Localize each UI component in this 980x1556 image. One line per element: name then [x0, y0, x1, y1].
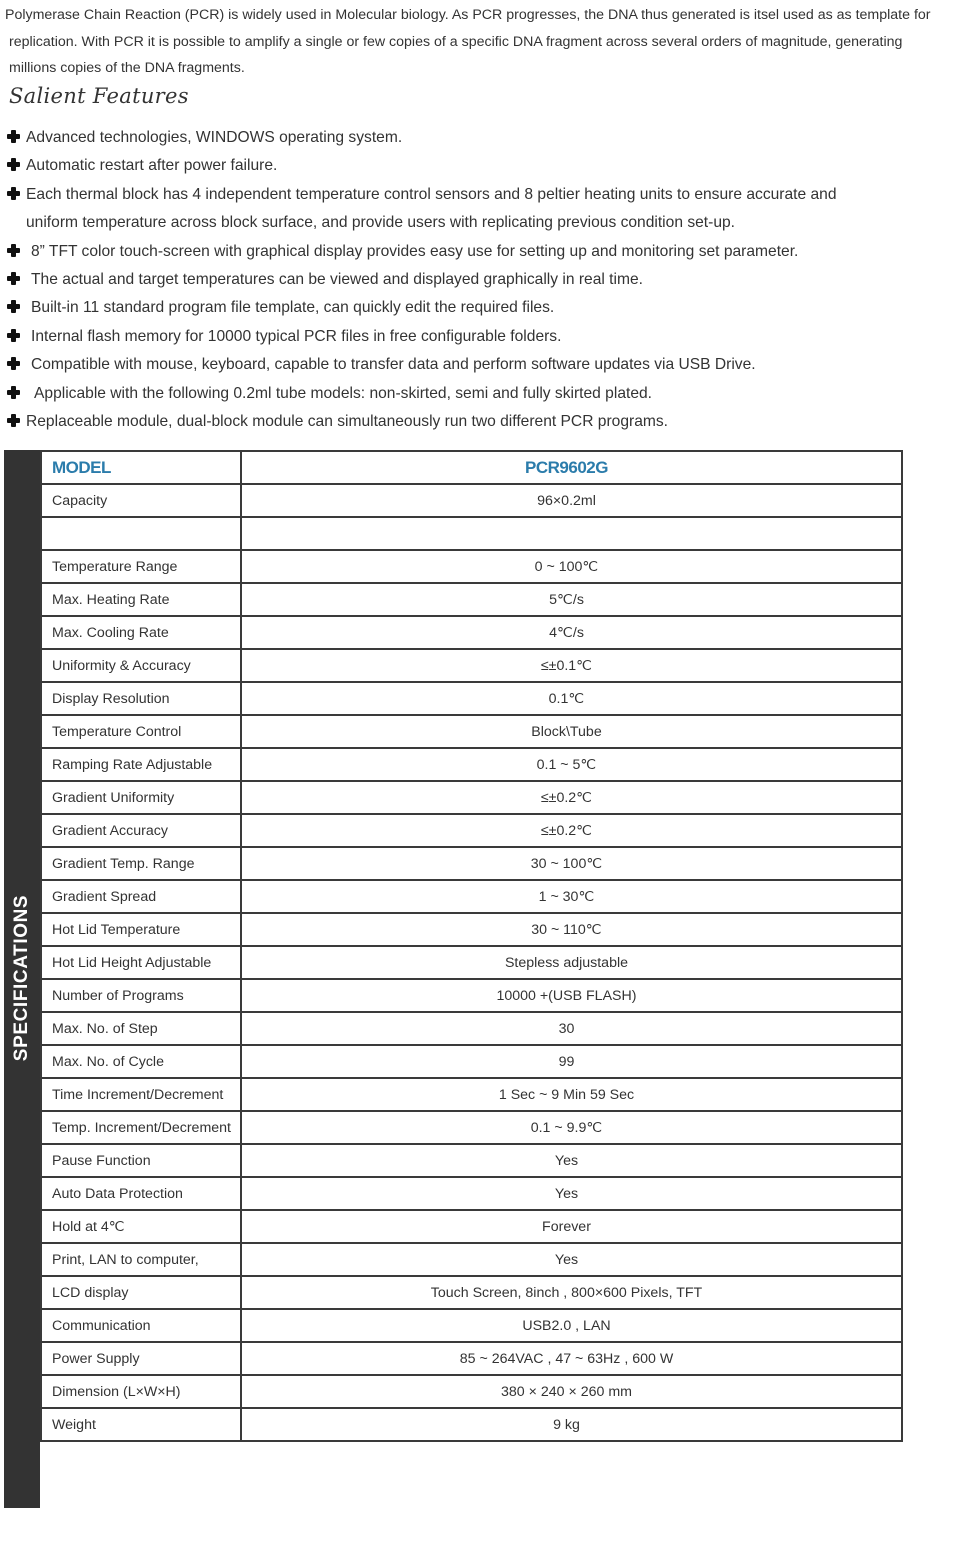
feature-text: Applicable with the following 0.2ml tube models: non-skirted, semi and fully skirted plated.: [34, 384, 653, 402]
feature-item: [7, 408, 977, 436]
feature-item: [7, 152, 977, 180]
model-label: MODEL: [41, 451, 241, 484]
spec-value: ≤±0.2℃: [241, 781, 902, 814]
intro-line: Polymerase Chain Reaction (PCR) is widely used in Molecular biology. As PCR progresses, the DNA thus generated is itsel used as as template for: [5, 7, 931, 23]
feature-item: [7, 351, 977, 379]
table-row: [41, 814, 902, 847]
table-row: [41, 649, 902, 682]
table-row: [41, 847, 902, 880]
feature-text: Each thermal block has 4 independent temperature control sensors and 8 peltier heating units to ensure accurate and: [26, 185, 837, 203]
bullet-icon: [7, 244, 20, 257]
model-value: PCR9602G: [241, 451, 902, 484]
spec-label: Communication: [41, 1309, 241, 1342]
intro-line: millions copies of the DNA fragments.: [9, 60, 245, 76]
table-row: [41, 616, 902, 649]
bullet-icon: [7, 329, 20, 342]
table-row: [41, 880, 902, 913]
spec-label: Max. Heating Rate: [41, 583, 241, 616]
feature-text: Advanced technologies, WINDOWS operating system.: [26, 129, 403, 146]
spec-value: Yes: [241, 1243, 902, 1276]
table-row: [41, 1342, 902, 1375]
table-row: [41, 946, 902, 979]
spec-value: 30 ~ 100℃: [241, 847, 902, 880]
spec-value: Block\Tube: [241, 715, 902, 748]
table-row: [41, 1375, 902, 1408]
spec-label: Number of Programs: [41, 979, 241, 1012]
spec-value: 30 ~ 110℃: [241, 913, 902, 946]
table-row: [41, 1045, 902, 1078]
feature-item: [7, 238, 977, 266]
table-row: [41, 517, 902, 550]
feature-text-continuation: uniform temperature across block surface, and provide users with replicating previous condition set-up.: [26, 214, 735, 232]
feature-text: Automatic restart after power failure.: [26, 157, 278, 175]
table-row: [41, 682, 902, 715]
spec-label: Time Increment/Decrement: [41, 1078, 241, 1111]
spec-label: Max. No. of Cycle: [41, 1045, 241, 1078]
table-row: [41, 1144, 902, 1177]
features-list: [7, 124, 977, 436]
spec-value: 0.1 ~ 9.9℃: [241, 1111, 902, 1144]
features-heading: Salient Features: [9, 84, 189, 108]
spec-value: Touch Screen, 8inch , 800×600 Pixels, TFT: [241, 1276, 902, 1309]
spec-value: 0.1℃: [241, 682, 902, 715]
spec-label: Gradient Temp. Range: [41, 847, 241, 880]
spec-value: Yes: [241, 1177, 902, 1210]
table-row: [41, 913, 902, 946]
table-header-row: [41, 451, 902, 484]
spec-label: Temp. Increment/Decrement: [41, 1111, 241, 1144]
table-row: [41, 1177, 902, 1210]
table-row: [41, 748, 902, 781]
table-row: [41, 484, 902, 517]
spec-value: 0.1 ~ 5℃: [241, 748, 902, 781]
spec-label: Pause Function: [41, 1144, 241, 1177]
spec-label: Display Resolution: [41, 682, 241, 715]
table-row: [41, 1276, 902, 1309]
spec-value: 1 Sec ~ 9 Min 59 Sec: [241, 1078, 902, 1111]
spec-label: Max. No. of Step: [41, 1012, 241, 1045]
bullet-icon: [7, 300, 20, 313]
spec-value: Yes: [241, 1144, 902, 1177]
table-row: [41, 781, 902, 814]
specifications-side-label: SPECIFICATIONS: [11, 894, 32, 1062]
table-row: [41, 1309, 902, 1342]
spec-label: Temperature Range: [41, 550, 241, 583]
spec-value: 99: [241, 1045, 902, 1078]
feature-text: Compatible with mouse, keyboard, capable to transfer data and perform software updates via USB Drive.: [31, 356, 756, 374]
table-row: [41, 1111, 902, 1144]
spec-value: Stepless adjustable: [241, 946, 902, 979]
spec-value: Forever: [241, 1210, 902, 1243]
spec-value: 30: [241, 1012, 902, 1045]
spec-label: Hot Lid Height Adjustable: [41, 946, 241, 979]
spec-value: 5℃/s: [241, 583, 902, 616]
spec-label: Auto Data Protection: [41, 1177, 241, 1210]
table-row: [41, 1078, 902, 1111]
spec-value: 380 × 240 × 260 mm: [241, 1375, 902, 1408]
feature-text: The actual and target temperatures can be viewed and displayed graphically in real time.: [31, 271, 643, 289]
feature-text: Replaceable module, dual-block module can simultaneously run two different PCR programs.: [26, 413, 668, 431]
spec-value: 10000 +(USB FLASH): [241, 979, 902, 1012]
table-row: [41, 1243, 902, 1276]
spec-value: 85 ~ 264VAC , 47 ~ 63Hz , 600 W: [241, 1342, 902, 1375]
spec-label: Temperature Control: [41, 715, 241, 748]
spec-label: Dimension (L×W×H): [41, 1375, 241, 1408]
specifications-table: [40, 450, 903, 1442]
feature-item: [7, 124, 977, 152]
bullet-icon: [7, 130, 20, 143]
spec-label: Capacity: [41, 484, 241, 517]
spec-label: Ramping Rate Adjustable: [41, 748, 241, 781]
spec-label: Print, LAN to computer,: [41, 1243, 241, 1276]
feature-text: 8” TFT color touch-screen with graphical display provides easy use for setting up and monitoring set parameter.: [31, 242, 799, 260]
spec-value: 0 ~ 100℃: [241, 550, 902, 583]
spec-label: Gradient Uniformity: [41, 781, 241, 814]
spec-value: 96×0.2ml: [241, 484, 902, 517]
spec-value: 1 ~ 30℃: [241, 880, 902, 913]
bullet-icon: [7, 158, 20, 171]
feature-item: [7, 323, 977, 351]
intro-line: replication. With PCR it is possible to amplify a single or few copies of a specific DNA fragment across several orders of magnitude, generating: [9, 33, 903, 50]
spec-value: 4℃/s: [241, 616, 902, 649]
spec-value: ≤±0.2℃: [241, 814, 902, 847]
feature-item: [7, 294, 977, 322]
table-row: [41, 583, 902, 616]
spec-value: ≤±0.1℃: [241, 649, 902, 682]
table-row: [41, 979, 902, 1012]
feature-text: Internal flash memory for 10000 typical PCR files in free configurable folders.: [31, 327, 562, 345]
spec-label: Hot Lid Temperature: [41, 913, 241, 946]
feature-item: [7, 181, 977, 238]
spec-label: Weight: [41, 1408, 241, 1441]
bullet-icon: [7, 272, 20, 285]
bullet-icon: [7, 414, 20, 427]
spec-label: Uniformity & Accuracy: [41, 649, 241, 682]
spec-value: USB2.0 , LAN: [241, 1309, 902, 1342]
bullet-icon: [7, 357, 20, 370]
spec-label: Power Supply: [41, 1342, 241, 1375]
spec-label: Gradient Spread: [41, 880, 241, 913]
table-row: [41, 550, 902, 583]
spec-label: Max. Cooling Rate: [41, 616, 241, 649]
spec-label: LCD display: [41, 1276, 241, 1309]
bullet-icon: [7, 386, 20, 399]
feature-text: Built-in 11 standard program file template, can quickly edit the required files.: [31, 299, 555, 317]
table-row: [41, 1012, 902, 1045]
feature-item: [7, 380, 977, 408]
feature-item: [7, 266, 977, 294]
table-row: [41, 1210, 902, 1243]
bullet-icon: [7, 187, 20, 200]
spec-label: Hold at 4℃: [41, 1210, 241, 1243]
specifications-section: [4, 450, 904, 1508]
spec-label: Gradient Accuracy: [41, 814, 241, 847]
spec-value: [241, 517, 902, 550]
table-row: [41, 715, 902, 748]
spec-value: 9 kg: [241, 1408, 902, 1441]
intro-paragraph: [5, 2, 980, 82]
spec-label: [41, 517, 241, 550]
table-row: [41, 1408, 902, 1441]
